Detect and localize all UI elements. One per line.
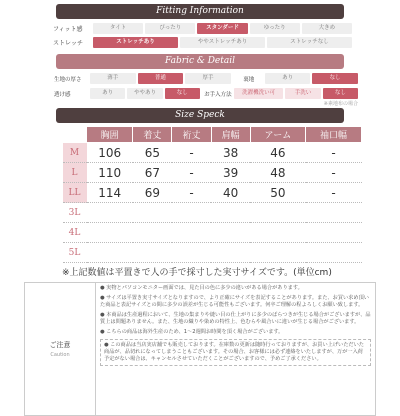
table-cell (172, 243, 211, 263)
care-option-selected: なし (323, 88, 358, 99)
table-row (63, 223, 362, 243)
table-cell (133, 223, 172, 243)
table-row (63, 183, 362, 203)
table-cell (133, 243, 172, 263)
fit-option: タイト (93, 23, 143, 34)
sheer-option: あり (90, 88, 125, 99)
table-cell (172, 223, 211, 243)
header-chest: 胸囲 (87, 127, 133, 143)
caution-paragraph: ● 実物とパソコンモニター画面では、見た目の色に多少の違いがある場合があります。 (100, 285, 303, 291)
fabric-detail-banner: Fabric & Detail (56, 54, 344, 69)
table-cell: 69 (133, 183, 172, 203)
table-cell (133, 203, 172, 223)
table-cell: 114 (87, 183, 133, 203)
caution-section (24, 282, 376, 416)
fabric-row-1 (54, 72, 360, 85)
caution-paragraph: ● こちらの商品は海外生産のため、1〜2週間お時間を頂く場合がございます。 (100, 329, 284, 335)
table-cell: 65 (133, 143, 172, 163)
thickness-option-selected: 普通 (138, 73, 184, 84)
lining-option: あり (265, 73, 311, 84)
care-label: お手入方法 (204, 91, 232, 98)
table-cell (211, 243, 250, 263)
table-cell: - (172, 163, 211, 183)
table-row (63, 163, 362, 183)
stock-notice-box (100, 339, 371, 366)
table-cell (306, 203, 362, 223)
size-label: L (63, 163, 87, 183)
stretch-option-selected: ストレッチあり (93, 37, 178, 48)
caution-label (25, 283, 96, 415)
header-shoulder: 肩幅 (211, 127, 250, 143)
table-cell: 39 (211, 163, 250, 183)
stock-notice-text: ● この商品は当店実店舗でも販売しております。在庫数の更新は随時行っておりますが、お買い上げいただいた商品が、品切れになってしまうこともございます。その場合、お客様には必ず連絡をいたしますが、万が一入荷予定がない場合は、キャンセルさせていただくことがございますので、予めご了承ください。 (104, 342, 364, 362)
table-cell (172, 203, 211, 223)
stretch-label: ストレッチ (53, 39, 83, 47)
header-cuff: 袖口幅 (306, 127, 362, 143)
table-cell: 46 (250, 143, 305, 163)
fit-option: ぴったり (145, 23, 195, 34)
lining-option-selected: なし (312, 73, 358, 84)
care-option: 洗濯機洗い可 (234, 88, 283, 99)
table-cell: 40 (211, 183, 250, 203)
stretch-option: ストレッチなし (267, 37, 352, 48)
size-label: 4L (63, 223, 87, 243)
table-cell (306, 223, 362, 243)
table-cell: 106 (87, 143, 133, 163)
thickness-option: 厚手 (185, 73, 231, 84)
fabric-note: ※素地布の場合 (323, 101, 358, 107)
fit-option-selected: スタンダード (197, 23, 247, 34)
care-option: 手洗い (285, 88, 320, 99)
table-cell (250, 223, 305, 243)
table-cell: - (306, 163, 362, 183)
header-arm: アーム (250, 127, 305, 143)
lining-label: 裏地 (243, 76, 255, 83)
caution-paragraph: ● 本商品は生産過程において、生地の集まりや縫い目の仕上がりに多少のばらつきが生じる場合がございますが、品質上は問題ありません。また、生地の織りや染めの特性上、色むらや風合いに違いが生じる場合がございます。 (100, 312, 371, 325)
table-cell (250, 203, 305, 223)
fitting-information-banner: Fitting Information (56, 4, 344, 19)
table-cell: - (306, 143, 362, 163)
table-row (63, 203, 362, 223)
size-spec-banner: Size Speck (56, 108, 344, 123)
size-label: 5L (63, 243, 87, 263)
product-spec-page (0, 4, 400, 404)
table-cell (306, 243, 362, 263)
thickness-option: 薄手 (90, 73, 136, 84)
table-cell: 67 (133, 163, 172, 183)
table-cell: 48 (250, 163, 305, 183)
size-header-corner (63, 127, 87, 143)
table-cell: 110 (87, 163, 133, 183)
table-cell: 38 (211, 143, 250, 163)
caution-label-en: Caution (50, 352, 70, 358)
stretch-option: ややストレッチあり (180, 37, 265, 48)
table-cell (211, 203, 250, 223)
size-table (62, 126, 362, 263)
sheer-option-selected: なし (165, 88, 200, 99)
table-cell (87, 223, 133, 243)
fit-row (53, 22, 352, 34)
size-table-header (63, 127, 362, 143)
size-label: M (63, 143, 87, 163)
sheer-label: 透け感 (54, 91, 71, 98)
caution-label-jp: ご注意 (49, 341, 71, 349)
table-cell (211, 223, 250, 243)
fit-label: フィット感 (53, 25, 83, 33)
stretch-row (53, 36, 352, 48)
table-cell: - (172, 143, 211, 163)
size-label: 3L (63, 203, 87, 223)
fit-option: 大きめ (302, 23, 352, 34)
sheer-option: ややあり (127, 88, 162, 99)
table-row (63, 143, 362, 163)
table-cell (87, 203, 133, 223)
fit-option: ゆったり (250, 23, 300, 34)
thickness-label: 生地の厚さ (54, 76, 82, 83)
table-cell: 50 (250, 183, 305, 203)
fabric-row-2 (54, 87, 360, 100)
table-cell: - (306, 183, 362, 203)
table-cell (250, 243, 305, 263)
caution-paragraph: ● サイズは平置き実寸サイズとなりますので、より正確にサイズを表記することがあります。また、お買い求め頂いた商品と表記サイズとの間に多少の誤差が生じる可能性もございます。何卒ご理解の程よろしくお願い致します。 (100, 295, 369, 308)
table-row (63, 243, 362, 263)
size-label: LL (63, 183, 87, 203)
table-cell: - (172, 183, 211, 203)
header-length: 着丈 (133, 127, 172, 143)
size-note: ※上記数値は平置きで人の手で採寸した実寸サイズです。(単位cm) (62, 268, 332, 278)
table-cell (87, 243, 133, 263)
caution-content (96, 283, 375, 415)
header-sleeve-length: 裄丈 (172, 127, 211, 143)
